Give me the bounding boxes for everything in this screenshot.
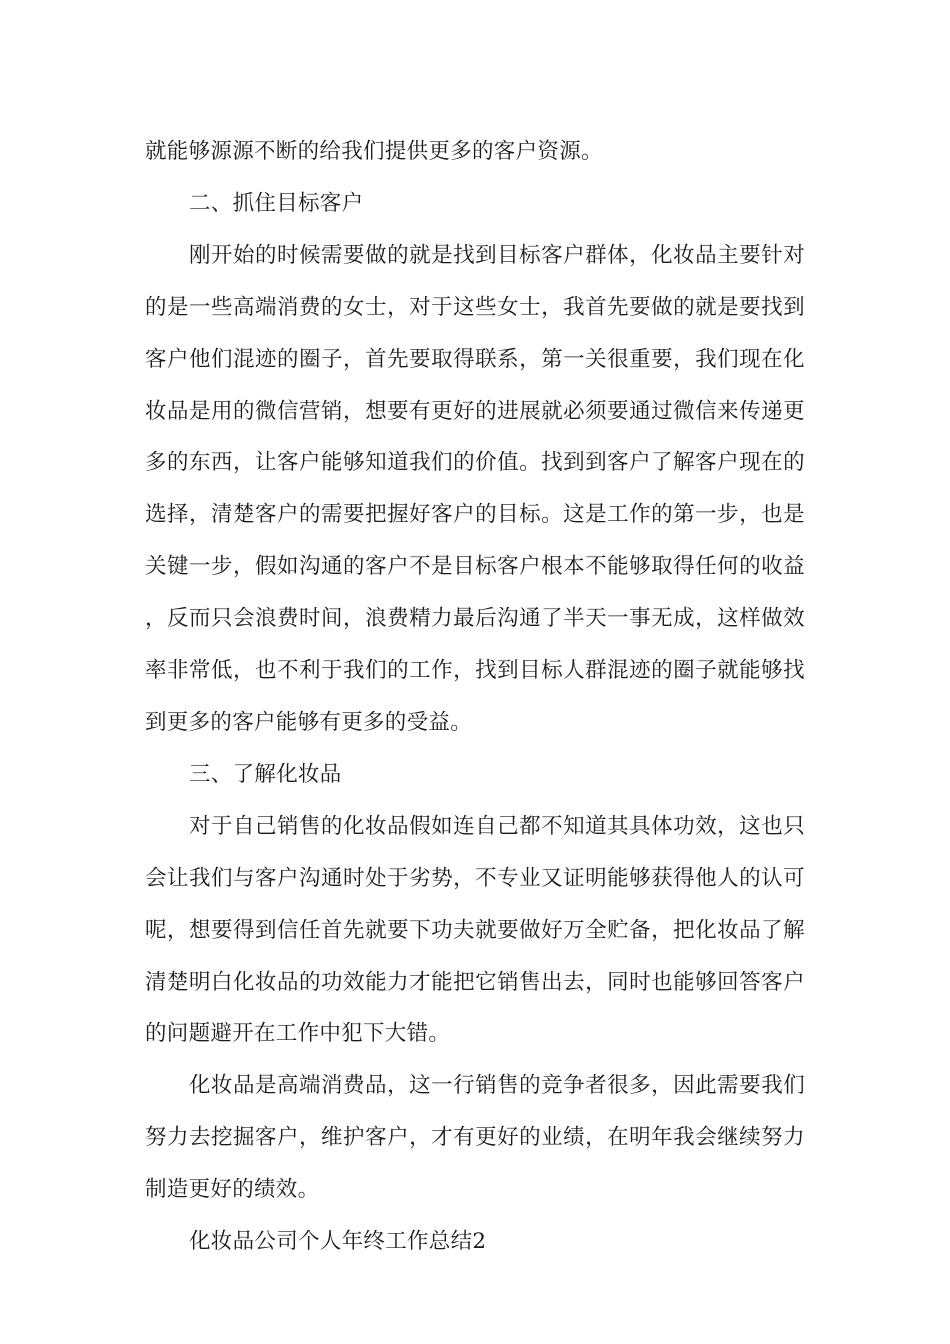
section-heading-target-customers: 二、抓住目标客户 [189,190,364,216]
paragraph-continuation: 就能够源源不断的给我们提供更多的客户资源。 [145,139,603,164]
next-document-title: 化妆品公司个人年终工作总结2 [189,1229,487,1255]
paragraph-conclusion: 化妆品是高端消费品，这一行销售的竞争者很多，因此需要我们努力去挖掘客户，维护客户，才有更好的业绩，在明年我会继续努力制造更好的绩效。 [145,1073,805,1203]
document-body [145,126,805,1268]
section-heading-know-cosmetics: 三、了解化妆品 [189,761,342,787]
paragraph-target-customers: 刚开始的时候需要做的就是找到目标客户群体，化妆品主要针对的是一些高端消费的女士，对于这些女士，我首先要做的就是要找到客户他们混迹的圈子，首先要取得联系，第一关很重要，我们现在化妆品是用的微信营销，想要有更好的进展就必须要通过微信来传递更多的东西，让客户能够知道我们的价值。找到到客户了解客户现在的选择，清楚客户的需要把握好客户的目标。这是工作的第一步，也是关键一步，假如沟通的客户不是目标客户根本不能够取得任何的收益，反而只会浪费时间，浪费精力最后沟通了半天一事无成，这样做效率非常低，也不利于我们的工作，找到目标人群混迹的圈子就能够找到更多的客户能够有更多的受益。 [145,242,805,735]
paragraph-know-cosmetics: 对于自己销售的化妆品假如连自己都不知道其具体功效，这也只会让我们与客户沟通时处于劣势，不专业又证明能够获得他人的认可呢，想要得到信任首先就要下功夫就要做好万全贮备，把化妆品了解清楚明白化妆品的功效能力才能把它销售出去，同时也能够回答客户的问题避开在工作中犯下大错。 [145,813,805,1047]
